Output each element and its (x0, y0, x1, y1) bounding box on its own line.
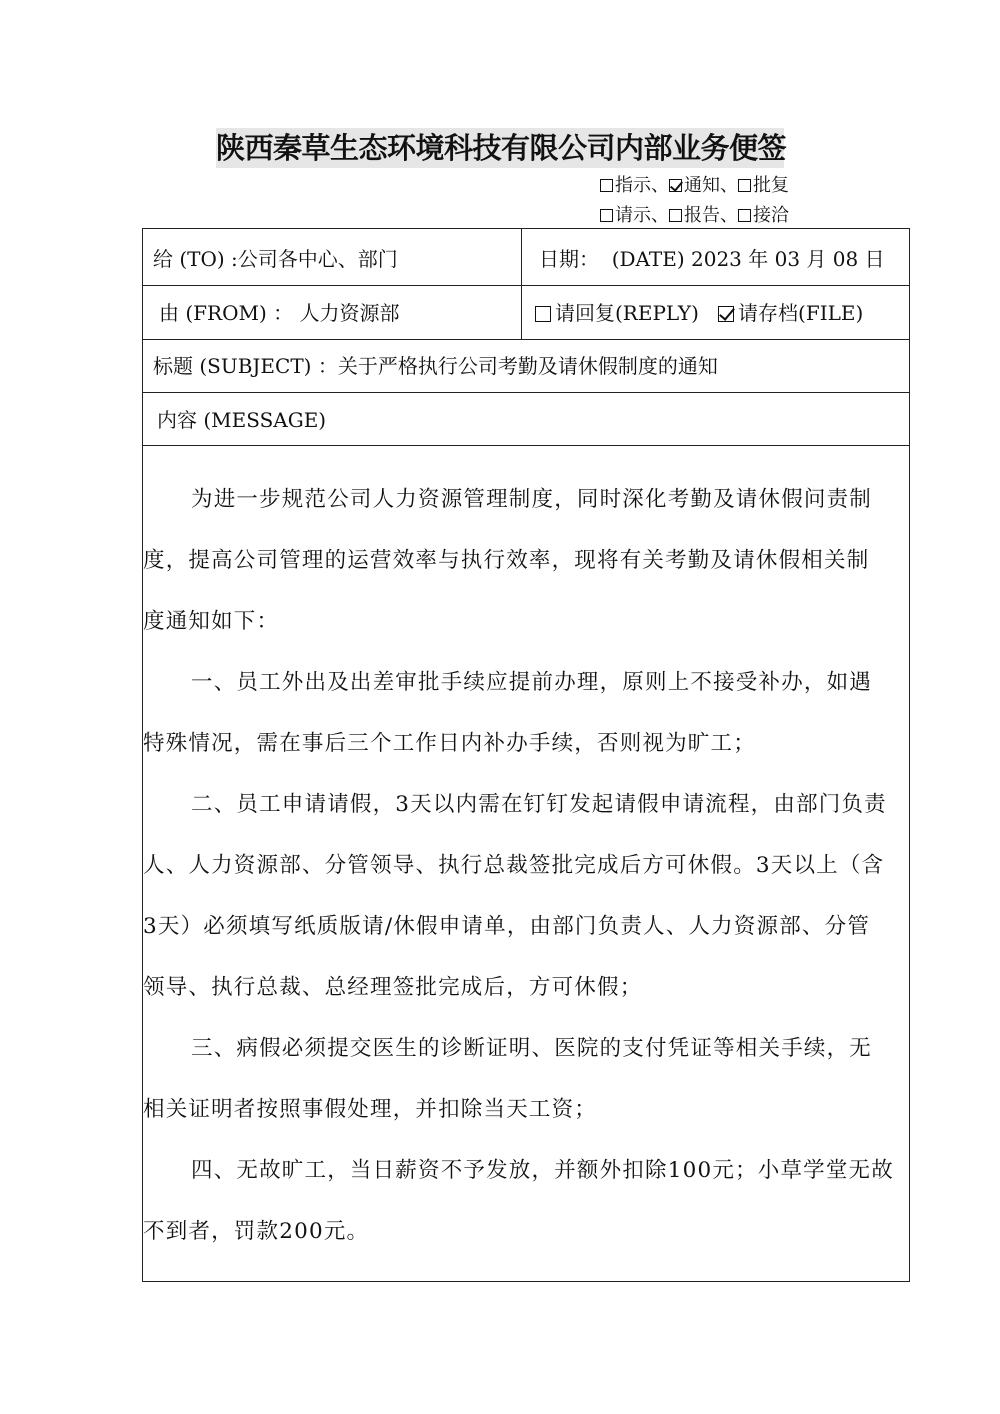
message-line: 人、人力资源部、分管领导、执行总裁签批完成后方可休假。3天以上（含 (143, 853, 885, 878)
divider (143, 285, 909, 286)
message-line: 为进一步规范公司人力资源管理制度，同时深化考勤及请休假问责制 (191, 487, 873, 512)
message-label: 内容 (MESSAGE) (157, 408, 327, 432)
checkbox-icon[interactable] (738, 209, 751, 222)
from-field: 由 (FROM) ： 人力资源部 (159, 301, 400, 325)
column-divider (521, 229, 522, 339)
message-line: 特殊情况，需在事后三个工作日内补办手续，否则视为旷工； (143, 731, 756, 756)
message-line: 3天）必须填写纸质版请/休假申请单，由部门负责人、人力资源部、分管 (143, 914, 871, 939)
divider (143, 392, 909, 393)
message-line: 不到者，罚款200元。 (143, 1219, 370, 1244)
memo-form (142, 228, 910, 1282)
reply-option[interactable]: 请回复(REPLY) (535, 301, 699, 325)
message-line: 二、员工申请请假，3天以内需在钉钉发起请假申请流程，由部门负责 (191, 792, 887, 817)
message-body (143, 469, 911, 1262)
memo-type-liaison[interactable]: 接洽 (738, 203, 789, 229)
title-banner (216, 128, 787, 168)
checkbox-icon[interactable] (535, 306, 551, 322)
subject-field: 标题 (SUBJECT) ：关于严格执行公司考勤及请休假制度的通知 (153, 354, 718, 378)
file-option[interactable]: 请存档(FILE) (718, 301, 863, 325)
memo-type-row-2 (600, 203, 789, 229)
checkbox-checked-icon[interactable] (718, 306, 734, 322)
checkbox-icon[interactable] (738, 179, 751, 192)
checkbox-icon[interactable] (600, 209, 613, 222)
message-line: 度，提高公司管理的运营效率与执行效率，现将有关考勤及请休假相关制 (143, 548, 870, 573)
message-line: 领导、执行总裁、总经理签批完成后，方可休假； (143, 975, 643, 1000)
memo-type-approval[interactable]: 批复 (738, 173, 789, 199)
message-line: 三、病假必须提交医生的诊断证明、医院的支付凭证等相关手续，无 (191, 1036, 873, 1061)
date-prefix: 日期： (539, 247, 599, 271)
message-line: 度通知如下： (143, 609, 280, 634)
memo-type-instruction[interactable]: 指示、 (600, 173, 669, 199)
date-field (539, 245, 885, 273)
memo-type-request[interactable]: 请示、 (600, 203, 669, 229)
message-line: 四、无故旷工，当日薪资不予发放，并额外扣除100元；小草学堂无故 (191, 1158, 894, 1183)
checkbox-icon[interactable] (600, 179, 613, 192)
divider (143, 339, 909, 340)
divider (143, 445, 909, 446)
page-title: 陕西秦草生态环境科技有限公司内部业务便签 (216, 131, 787, 165)
checkbox-checked-icon[interactable] (669, 179, 682, 192)
message-line: 一、员工外出及出差审批手续应提前办理，原则上不接受补办，如遇 (191, 670, 873, 695)
date-value: (DATE) 2023 年 03 月 08 日 (611, 247, 885, 271)
to-field: 给 (TO) :公司各中心、部门 (153, 247, 398, 271)
memo-type-notice[interactable]: 通知、 (669, 173, 738, 199)
memo-type-row-1 (600, 173, 789, 199)
message-line: 相关证明者按照事假处理，并扣除当天工资； (143, 1097, 598, 1122)
reply-file-options (535, 299, 863, 327)
memo-type-report[interactable]: 报告、 (669, 203, 738, 229)
checkbox-icon[interactable] (669, 209, 682, 222)
